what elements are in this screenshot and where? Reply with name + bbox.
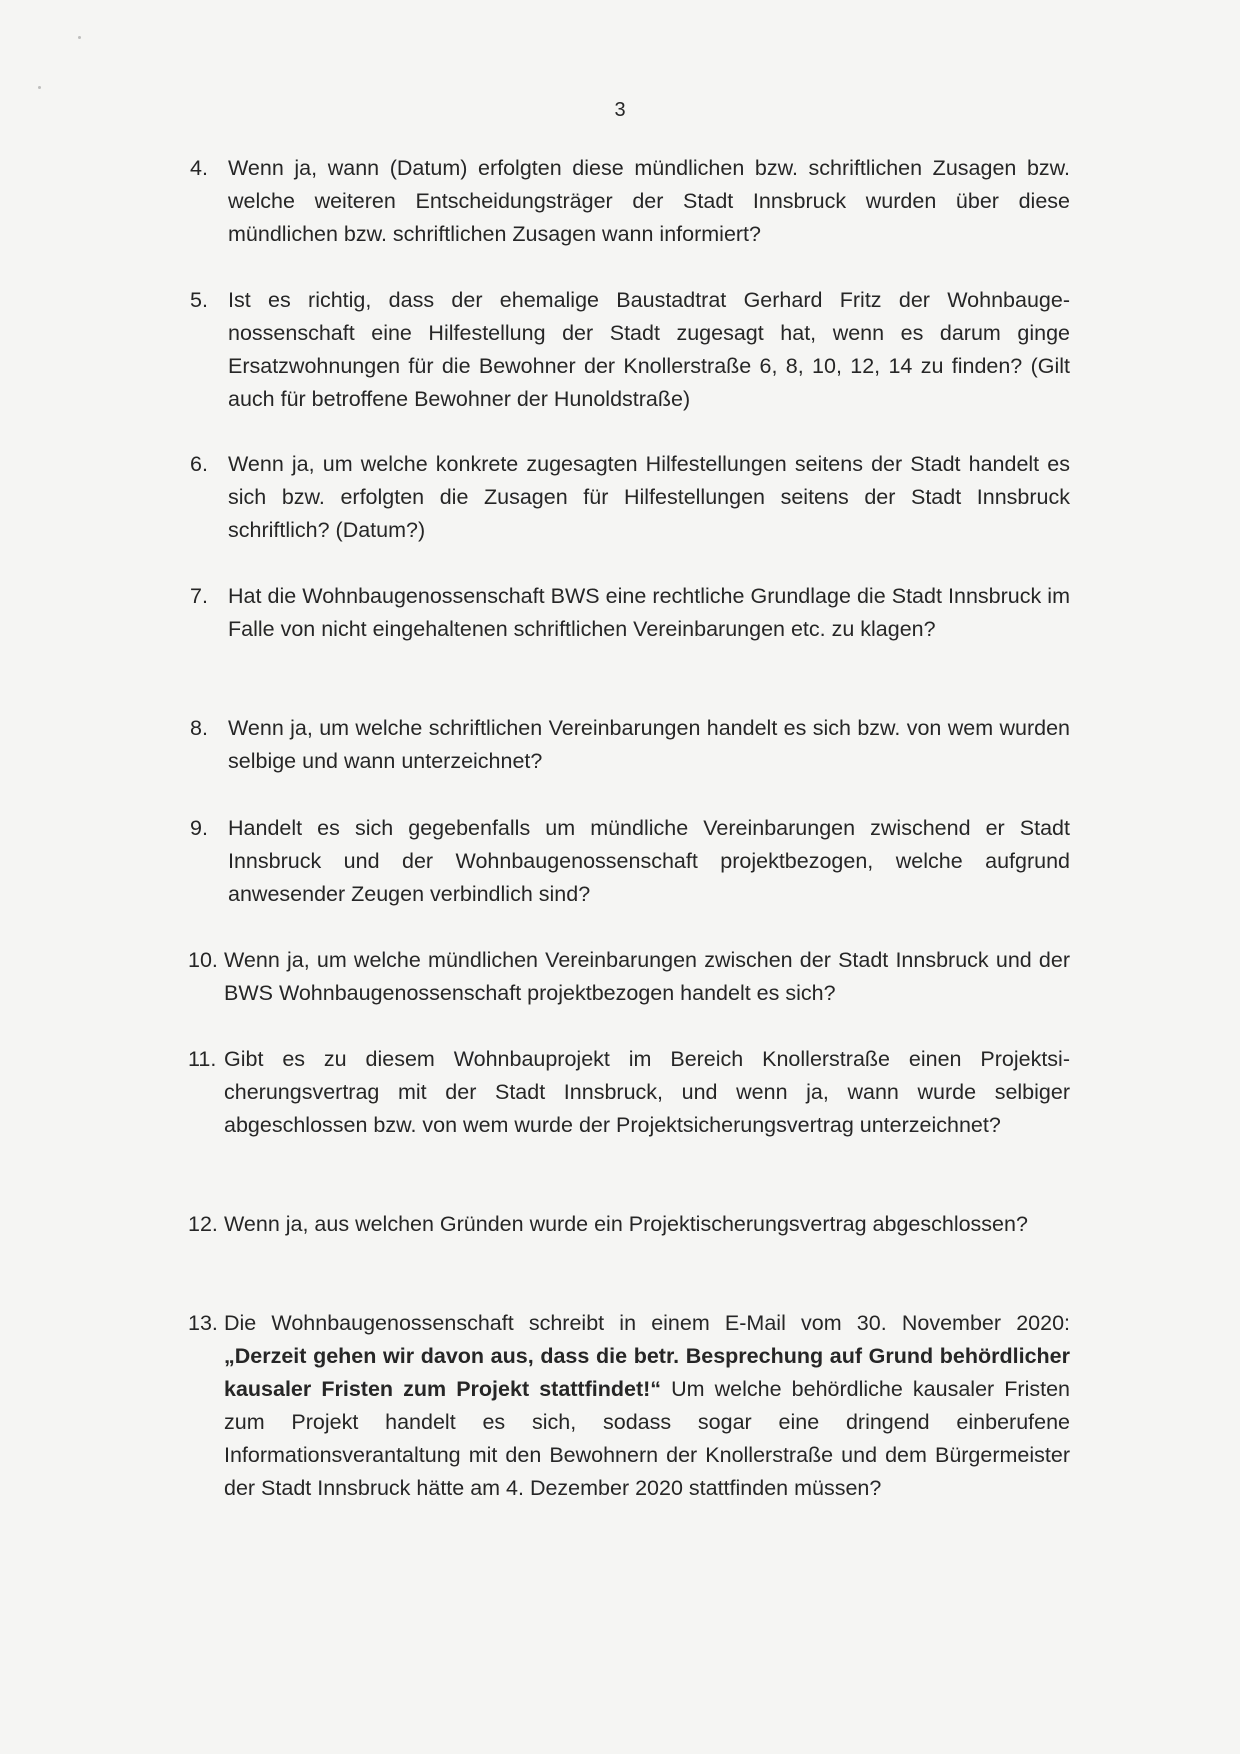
question-text: Handelt es sich gegebenfalls um mündliche Vereinbarungen zwischend er Stadt Innsbruck und der Wohnbaugenossenschaft projektbezogen, welche aufgrund anwesender Zeugen verbindlich sind? bbox=[228, 816, 1070, 906]
question-item bbox=[190, 1307, 1070, 1505]
question-text bbox=[224, 1307, 1070, 1505]
question-text: Wenn ja, um welche konkrete zugesagten Hilfestellungen seitens der Stadt handelt es sich bzw. erfolgten die Zusagen für Hilfestellungen seitens der Stadt Innsbruck schriftlich? (Datum?) bbox=[228, 452, 1070, 542]
question-item bbox=[190, 812, 1070, 911]
question-item bbox=[190, 1208, 1070, 1241]
question-number: 6. bbox=[190, 452, 208, 476]
scan-speck bbox=[78, 36, 81, 39]
question-text: Ist es richtig, dass der ehemalige Baustadtrat Gerhard Fritz der Wohnbaugenossenschaft eine Hilfestellung der Stadt zugesagt hat, wenn es darum ginge Ersatzwohnungen für die Bewohner der Knollerstraße 6, 8, 10, 12, 14 zu finden? (Gilt auch für betroffene Bewohner der Hunoldstraße) bbox=[228, 288, 1070, 411]
question-number: 8. bbox=[190, 716, 208, 740]
question-number: 5. bbox=[190, 288, 208, 312]
question-item bbox=[190, 712, 1070, 778]
question-text-intro: Die Wohnbaugenossenschaft schreibt in einem E-Mail vom 30. November 2020: bbox=[224, 1311, 1070, 1335]
question-text-rest: Um welche behördliche kausaler Fristen zum Projekt handelt es sich, sodass sogar eine dringend einberufene Informationsverantaltung mit den Bewohnern der Knollerstraße und dem Bürgermeister der Stadt Innsbruck hätte am 4. Dezember 2020 stattfinden müssen? bbox=[224, 1377, 1070, 1500]
question-item bbox=[190, 944, 1070, 1010]
question-item bbox=[190, 448, 1070, 547]
question-text: Gibt es zu diesem Wohnbauprojekt im Bereich Knollerstraße einen Projektsicherungsvertrag mit der Stadt Innsbruck, und wenn ja, wann wurde selbiger abgeschlossen bzw. von wem wurde der Projektsicherungsvertrag unterzeichnet? bbox=[224, 1047, 1070, 1137]
question-number: 11. bbox=[188, 1047, 217, 1071]
question-text: Wenn ja, wann (Datum) erfolgten diese mündlichen bzw. schriftlichen Zusagen bzw. welche weiteren Entscheidungsträger der Stadt Innsbruck wurden über diese mündlichen bzw. schriftlichen Zusagen wann informiert? bbox=[228, 156, 1070, 246]
quoted-email-excerpt: „Derzeit gehen wir davon aus, dass die betr. Besprechung auf Grund behördlicher kausaler Fristen zum Projekt stattfindet!“ bbox=[224, 1344, 1070, 1401]
question-item bbox=[190, 284, 1070, 416]
question-number: 10. bbox=[188, 948, 218, 972]
question-number: 4. bbox=[190, 156, 208, 180]
question-number: 12. bbox=[188, 1212, 218, 1236]
page-number: 3 bbox=[614, 99, 626, 121]
question-item bbox=[190, 580, 1070, 646]
question-text: Wenn ja, aus welchen Gründen wurde ein Projektischerungsvertrag abgeschlossen? bbox=[224, 1212, 1028, 1236]
question-text: Wenn ja, um welche schriftlichen Vereinbarungen handelt es sich bzw. von wem wurden selbige und wann unterzeichnet? bbox=[228, 716, 1070, 773]
question-text: Wenn ja, um welche mündlichen Vereinbarungen zwischen der Stadt Innsbruck und der BWS Wohnbaugenossenschaft projektbezogen handelt es sich? bbox=[224, 948, 1070, 1005]
scan-speck bbox=[38, 86, 41, 89]
question-number: 9. bbox=[190, 816, 208, 840]
question-text: Hat die Wohnbaugenossenschaft BWS eine rechtliche Grundlage die Stadt Innsbruck im Falle von nicht eingehaltenen schriftlichen Vereinbarungen etc. zu klagen? bbox=[228, 584, 1070, 641]
question-item bbox=[190, 1043, 1070, 1142]
question-number: 13. bbox=[188, 1311, 218, 1335]
question-item bbox=[190, 152, 1070, 251]
question-number: 7. bbox=[190, 584, 208, 608]
